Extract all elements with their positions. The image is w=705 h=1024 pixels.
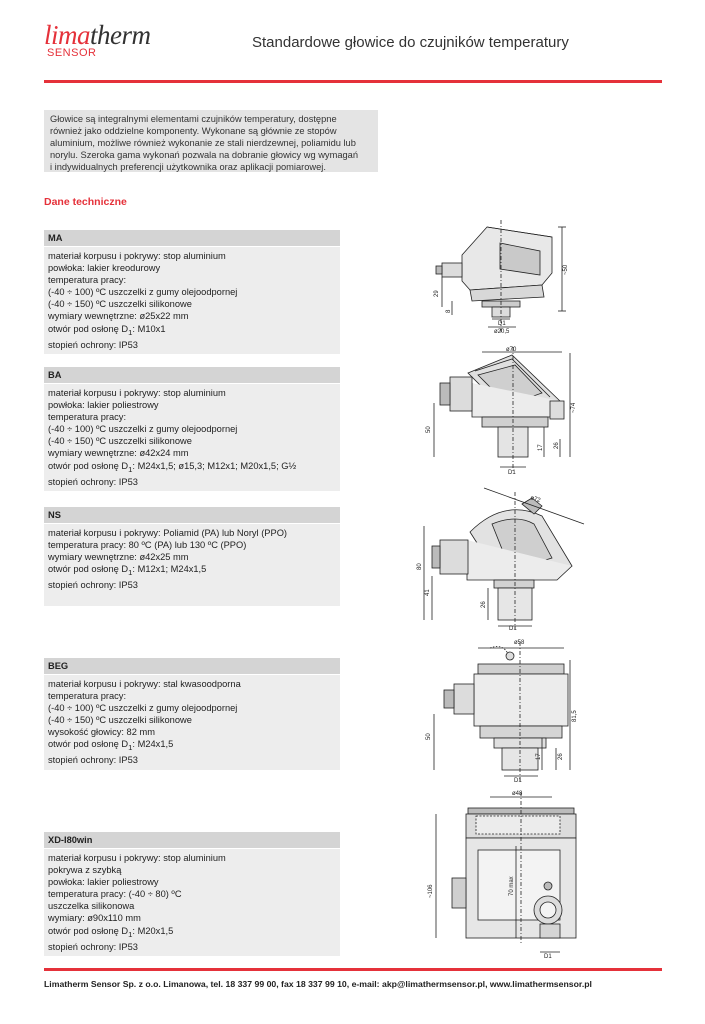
spec-block-ns: [44, 507, 340, 606]
port-value: : M20x1,5: [132, 925, 174, 936]
spec-line: (-40 ÷ 100) ºC uszczelki z gumy olejoodpornej: [48, 703, 238, 714]
dim-h2: 8: [446, 309, 452, 313]
spec-line: materiał korpusu i pokrywy: stop aluminium: [48, 388, 226, 398]
spec-line: stopień ochrony: IP53: [48, 941, 138, 952]
dim-h3: 17: [538, 444, 544, 451]
dim-height-total: ~106: [428, 884, 434, 898]
spec-line: stopień ochrony: IP53: [48, 476, 138, 487]
company-logo: [44, 20, 154, 64]
port-sub: 1: [128, 464, 133, 474]
intro-line: również jako oddzielne komponenty. Wykonane są głównie ze stopów: [50, 126, 337, 136]
dim-h2: 26: [481, 601, 487, 608]
logo-text-red: lima: [44, 20, 91, 50]
spec-line: materiał korpusu i pokrywy: stal kwasoodporna: [48, 679, 241, 689]
spec-line: materiał korpusu i pokrywy: Poliamid (PA) lub Noryl (PPO): [48, 528, 288, 538]
spec-title: BA: [44, 367, 340, 383]
spec-block-beg: [44, 658, 340, 770]
spec-line: (-40 ÷ 150) ºC uszczelki silikonowe: [48, 299, 192, 310]
dim-h3: 26: [558, 753, 564, 760]
footer-divider: [44, 968, 662, 971]
intro-line: aluminium, możliwe również wykonanie ze stali nierdzewnej, poliamidu lub: [50, 138, 356, 148]
dim-d1: D1: [514, 778, 522, 784]
intro-line: i indywidualnych preferencji użytkownika oraz aplikacji pomiarowej.: [50, 162, 326, 172]
port-sub: 1: [128, 327, 133, 337]
spec-body: [44, 384, 340, 491]
spec-line: wysokość głowicy: 82 mm: [48, 727, 155, 738]
spec-title: MA: [44, 230, 340, 246]
spec-block-ba: [44, 367, 340, 491]
spec-line: powłoka: lakier poliestrowy: [48, 400, 159, 411]
spec-block-ma: [44, 230, 340, 354]
port-prefix: otwór pod osłonę D: [48, 925, 129, 936]
spec-port-line: [48, 925, 336, 941]
port-prefix: otwór pod osłonę D: [48, 323, 129, 334]
port-value: : M12x1; M24x1,5: [132, 564, 207, 575]
port-value: : M24x1,5; ø15,3; M12x1; M20x1,5; G½: [132, 460, 297, 471]
spec-line: (-40 ÷ 150) ºC uszczelki silikonowe: [48, 436, 192, 447]
spec-line: stopień ochrony: IP53: [48, 755, 138, 766]
dim-diameter: ø48: [512, 791, 523, 797]
spec-line: (-40 ÷ 100) ºC uszczelki z gumy olejoodpornej: [48, 424, 238, 435]
spec-line: wymiary wewnętrzne: ø42x24 mm: [48, 448, 189, 459]
spec-title: BEG: [44, 658, 340, 674]
logo-subtitle: SENSOR: [47, 47, 97, 59]
dim-height-total: ~50: [563, 264, 569, 275]
spec-line: temperatura pracy: (-40 ÷ 80) ºC: [48, 889, 182, 900]
port-prefix: otwór pod osłonę D: [48, 564, 129, 575]
spec-line: (-40 ÷ 100) ºC uszczelki z gumy olejoodpornej: [48, 287, 238, 298]
spec-line: wymiary wewnętrzne: ø25x22 mm: [48, 311, 189, 322]
spec-line: materiał korpusu i pokrywy: stop aluminium: [48, 251, 226, 261]
spec-line: pokrywa z szybką: [48, 865, 122, 876]
intro-line: Głowice są integralnymi elementami czujników temperatury, dostępne: [50, 114, 337, 124]
spec-port-line: [48, 738, 336, 754]
dim-d1: D1: [509, 626, 517, 632]
intro-box: [44, 110, 378, 172]
port-prefix: otwór pod osłonę D: [48, 460, 129, 471]
dim-height-total: ~74: [571, 402, 577, 413]
spec-line: powłoka: lakier kreodurowy: [48, 263, 161, 274]
page-title: Standardowe głowice do czujników temperatury: [252, 34, 569, 51]
port-value: : M10x1: [132, 323, 166, 334]
dim-d1: D1: [544, 954, 552, 960]
port-prefix: otwór pod osłonę D: [48, 739, 129, 750]
dim-h2: 17: [536, 753, 542, 760]
spec-line: powłoka: lakier poliestrowy: [48, 877, 159, 888]
spec-line: (-40 ÷ 150) ºC uszczelki silikonowe: [48, 715, 192, 726]
spec-line: materiał korpusu i pokrywy: stop aluminium: [48, 853, 226, 863]
drawing-head-beg: [420, 636, 585, 786]
spec-line: temperatura pracy:: [48, 275, 127, 286]
spec-line: wymiary: ø90x110 mm: [48, 913, 141, 924]
section-heading: Dane techniczne: [44, 196, 127, 208]
dim-diameter: ø72: [529, 495, 542, 505]
dim-d1: D1: [498, 321, 506, 327]
dim-h1: 50: [426, 426, 432, 433]
spec-title: XD-I80win: [44, 832, 340, 848]
port-sub: 1: [128, 929, 133, 939]
spec-body: [44, 849, 340, 956]
dim-h1: 70 max: [509, 876, 515, 896]
spec-port-line: [48, 460, 336, 476]
spec-line: stopień ochrony: IP53: [48, 580, 138, 591]
spec-body: [44, 675, 340, 770]
spec-line: temperatura pracy: 80 ºC (PA) lub 130 ºC (PPO): [48, 540, 247, 551]
footer-contact: Limatherm Sensor Sp. z o.o. Limanowa, tel. 18 337 99 00, fax 18 337 99 10, e-mail: akp@limathermsensor.pl, www.limathermsensor.pl: [44, 979, 592, 989]
spec-port-line: [48, 323, 336, 339]
dim-height-total: 80: [417, 563, 423, 570]
dim-d2: ø20,5: [494, 329, 510, 335]
logo-text-black: therm: [90, 20, 151, 50]
port-sub: 1: [128, 568, 133, 578]
spec-line: temperatura pracy:: [48, 412, 127, 423]
port-sub: 1: [128, 743, 133, 753]
spec-title: NS: [44, 507, 340, 523]
dim-diameter: ø70: [506, 347, 517, 353]
drawing-head-ba: [420, 343, 585, 478]
dim-h1: 29: [434, 290, 440, 297]
intro-line: norylu. Szeroka gama wykonań pozwala na dobranie głowicy wg wymagań: [50, 150, 358, 160]
spec-body: [44, 524, 340, 606]
drawing-head-xd: [420, 786, 585, 961]
spec-port-line: [48, 563, 336, 579]
spec-body: [44, 247, 340, 354]
port-value: : M24x1,5: [132, 739, 174, 750]
dim-d1: D1: [508, 470, 516, 476]
dim-h2: 26: [554, 442, 560, 449]
spec-line: stopień ochrony: IP53: [48, 339, 138, 350]
dim-height-total: 81,5: [572, 710, 578, 722]
spec-line: uszczelka silikonowa: [48, 901, 135, 912]
spec-spacer: [48, 591, 336, 603]
header-divider: [44, 80, 662, 83]
drawing-head-ns: [412, 484, 592, 634]
spec-line: wymiary wewnętrzne: ø42x25 mm: [48, 552, 189, 563]
spec-block-xd: [44, 832, 340, 956]
dim-h1: 41: [425, 589, 431, 596]
drawing-head-ma: [412, 215, 582, 340]
dim-h1: 50: [426, 733, 432, 740]
dim-diameter: ø58: [514, 640, 525, 646]
spec-line: temperatura pracy:: [48, 691, 127, 702]
